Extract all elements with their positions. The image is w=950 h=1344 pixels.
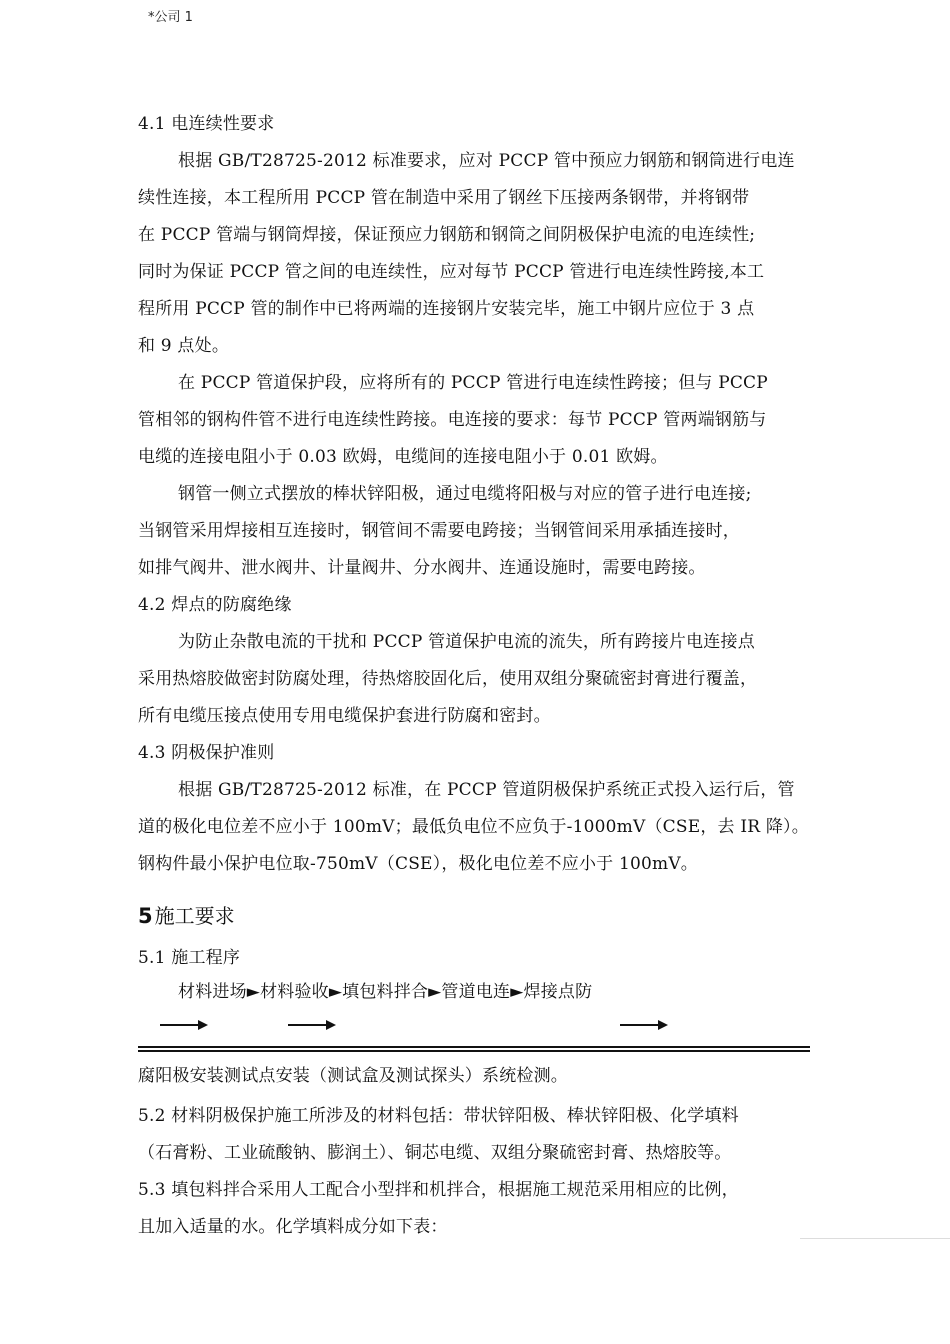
text-line: 材料进场►材料验收►填包料拌合►管道电连►焊接点防: [178, 982, 593, 1002]
text-line: 和 9 点处。: [138, 336, 230, 356]
arrow-right-icon: [160, 1018, 208, 1032]
page-edge-line: [800, 1238, 950, 1239]
page-header: *公司 1: [148, 10, 193, 25]
text-line: 电缆的连接电阻小于 0.03 欧姆，电缆间的连接电阻小于 0.01 欧姆。: [138, 447, 668, 467]
process-flow-arrows: [138, 1018, 810, 1058]
text-line: 5.1 施工程序: [138, 948, 241, 968]
double-rule-divider: [138, 1046, 810, 1052]
text-line: 当钢管采用焊接相互连接时，钢管间不需要电跨接；当钢管间采用承插连接时，: [138, 521, 740, 541]
text-line: 程所用 PCCP 管的制作中已将两端的连接钢片安装完毕，施工中钢片应位于 3 点: [138, 299, 755, 319]
section-heading-5: [138, 900, 235, 929]
text-line: 管相邻的钢构件管不进行电连续性跨接。电连接的要求：每节 PCCP 管两端钢筋与: [138, 410, 767, 430]
text-line: 在 PCCP 管道保护段，应将所有的 PCCP 管进行电连续性跨接；但与 PCCP: [178, 373, 768, 393]
section-number: 5: [138, 904, 153, 928]
text-line: 为防止杂散电流的干扰和 PCCP 管道保护电流的流失，所有跨接片电连接点: [178, 632, 755, 652]
text-line: 钢管一侧立式摆放的棒状锌阳极，通过电缆将阳极与对应的管子进行电连接;: [178, 484, 752, 504]
text-line: 且加入适量的水。化学填料成分如下表：: [138, 1217, 448, 1237]
text-line: 钢构件最小保护电位取-750mV（CSE），极化电位差不应小于 100mV。: [138, 854, 698, 874]
text-line: 采用热熔胶做密封防腐处理，待热熔胶固化后，使用双组分聚硫密封膏进行覆盖，: [138, 669, 758, 689]
text-line: 续性连接，本工程所用 PCCP 管在制造中采用了钢丝下压接两条钢带，并将钢带: [138, 188, 750, 208]
text-line: 在 PCCP 管端与钢筒焊接，保证预应力钢筋和钢筒之间阴极保护电流的电连续性;: [138, 225, 756, 245]
arrow-right-icon: [620, 1018, 668, 1032]
arrow-right-icon: [288, 1018, 336, 1032]
text-line: 腐阳极安装测试点安装（测试盒及测试探头）系统检测。: [138, 1066, 568, 1086]
text-line: 道的极化电位差不应小于 100mV；最低负电位不应负于-1000mV（CSE，去 IR 降）。: [138, 817, 809, 837]
text-line: 同时为保证 PCCP 管之间的电连续性，应对每节 PCCP 管进行电连续性跨接,本工: [138, 262, 765, 282]
text-line: 5.2 材料阴极保护施工所涉及的材料包括：带状锌阳极、棒状锌阳极、化学填料: [138, 1106, 739, 1126]
text-line: 4.1 电连续性要求: [138, 114, 275, 134]
text-line: 如排气阀井、泄水阀井、计量阀井、分水阀井、连通设施时，需要电跨接。: [138, 558, 706, 578]
text-line: 5.3 填包料拌合采用人工配合小型拌和机拌合，根据施工规范采用相应的比例，: [138, 1180, 739, 1200]
text-line: 4.2 焊点的防腐绝缘: [138, 595, 292, 615]
section-title: 施工要求: [154, 904, 235, 928]
text-line: 所有电缆压接点使用专用电缆保护套进行防腐和密封。: [138, 706, 551, 726]
text-line: 4.3 阴极保护准则: [138, 743, 275, 763]
text-line: （石膏粉、工业硫酸钠、膨润土）、铜芯电缆、双组分聚硫密封膏、热熔胶等。: [138, 1143, 732, 1163]
text-line: 根据 GB/T28725-2012 标准要求，应对 PCCP 管中预应力钢筋和钢筒进行电连: [178, 151, 795, 171]
text-line: 根据 GB/T28725-2012 标准，在 PCCP 管道阴极保护系统正式投入运行后，管: [178, 780, 795, 800]
